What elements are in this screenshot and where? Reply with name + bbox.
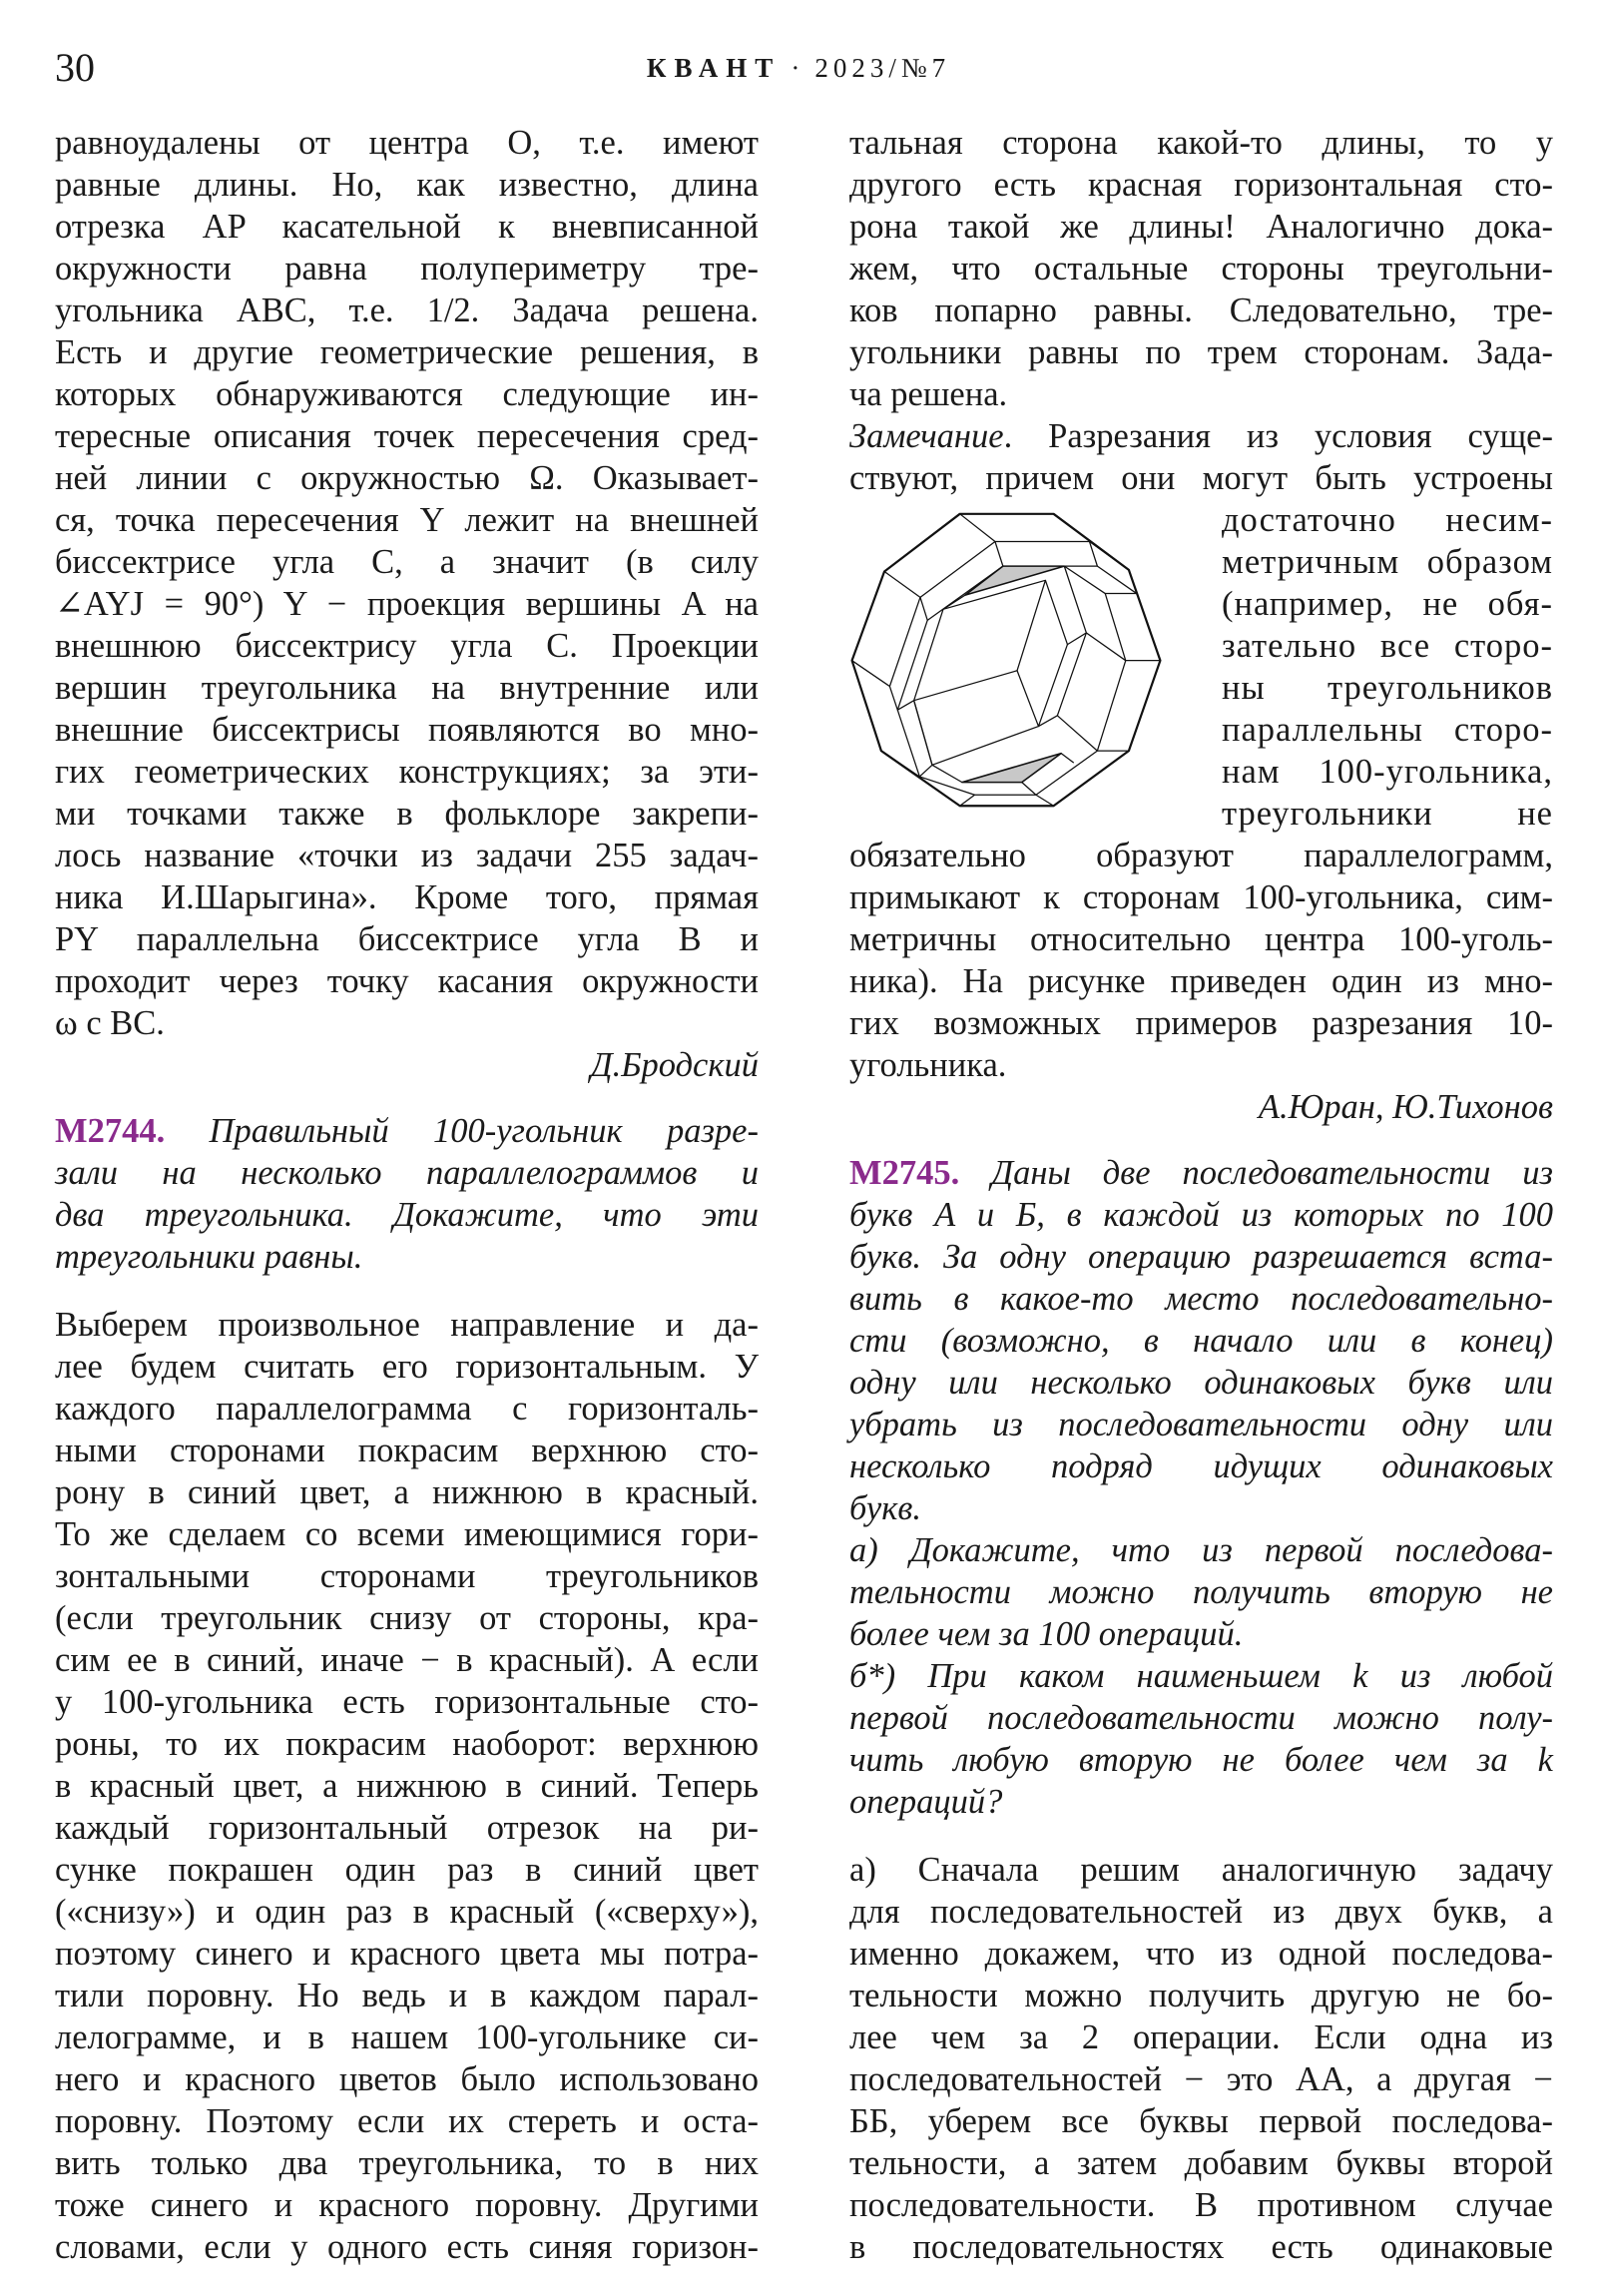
- text-line: него и красного цветов было использовано: [55, 2060, 759, 2098]
- problem-number: М2745.: [849, 1154, 992, 1192]
- text-line: тельности можно получить другую не бо-: [849, 1977, 1553, 2014]
- problem-statement-line: [849, 1152, 1553, 1194]
- text-line: ∠AYJ = 90°) Y − проекция вершины A на: [55, 585, 759, 623]
- remark-wrapped-line: метричным образом: [1222, 543, 1553, 581]
- remark-line: примыкают к сторонам 100-угольника, сим-: [849, 878, 1553, 916]
- remark-wrapped-line: ны треугольников: [1222, 669, 1553, 707]
- problem-statement-line: [849, 1445, 1553, 1487]
- remark-wrapped-line: достаточно несим-: [1222, 501, 1553, 539]
- text-line: ся, точка пересечения Y лежит на внешней: [55, 501, 759, 539]
- text-line: для последовательностей из двух букв, а: [849, 1893, 1553, 1931]
- text-line: другого есть красная горизонтальная сто-: [849, 166, 1553, 204]
- text-line: жем, что остальные стороны треугольни-: [849, 250, 1553, 287]
- statement-text: одну или несколько одинаковых букв или: [849, 1364, 1553, 1402]
- text-line: сим ее в синий, иначе − в красный). А если: [55, 1641, 759, 1679]
- part-a-line: более чем за 100 операций.: [849, 1615, 1244, 1653]
- text-line: внешние биссектрисы появляются во мно-: [55, 711, 759, 749]
- text-line: именно докажем, что из одной последова-: [849, 1935, 1553, 1973]
- text-line: биссектрисе угла C, а значит (в силу: [55, 543, 759, 581]
- remark: [849, 415, 1553, 499]
- text-line: каждый горизонтальный отрезок на ри-: [55, 1809, 759, 1847]
- statement-text: букв. За одну операцию разрешается вста-: [849, 1238, 1553, 1276]
- remark-line: обязательно образуют параллелограмм,: [849, 837, 1553, 874]
- part-b-line: первой последовательности можно полу-: [849, 1699, 1553, 1737]
- text-line: ней линии с окружностью Ω. Оказывает-: [55, 459, 759, 497]
- running-head: [0, 50, 1597, 86]
- text-line: тоже синего и красного поровну. Другими: [55, 2186, 759, 2224]
- statement-text: сти (возможно, в начало или в конец): [849, 1322, 1553, 1360]
- previous-solution-continuation: [55, 122, 759, 1044]
- problem-statement-line: [849, 1487, 1553, 1529]
- problem-statement-line: [849, 1404, 1553, 1445]
- text-line: вершин треугольника на внутренние или: [55, 669, 759, 707]
- remark-line: [849, 457, 1553, 499]
- text-line: гих геометрических конструкциях; за эти-: [55, 753, 759, 791]
- text-line: лее будем считать его горизонтальным. У: [55, 1348, 759, 1386]
- text-line: рону в синий цвет, а нижнюю в красный.: [55, 1473, 759, 1511]
- part-a-line: а) Докажите, что из первой последова-: [849, 1531, 1553, 1569]
- text-line: отрезка AP касательной к вневписанной: [55, 208, 759, 246]
- text-line: лось название «точки из задачи 255 задач-: [55, 837, 759, 874]
- problem-m2744: [55, 1110, 759, 1278]
- text-line: поровну. Поэтому если их стереть и оста-: [55, 2102, 759, 2140]
- problem-statement-line: [849, 1362, 1553, 1404]
- solution-m2744: [55, 1304, 759, 2268]
- statement-text: букв А и Б, в каждой из которых по 100: [849, 1196, 1553, 1234]
- text-line: ω с BC.: [55, 1004, 165, 1042]
- text-line: То же сделаем со всеми имеющимися гори-: [55, 1515, 759, 1553]
- remark-after-figure: [849, 835, 1553, 1086]
- remark-text: . Разрезания из условия суще-: [1003, 417, 1553, 455]
- text-line: угольники равны по трем сторонам. Зада-: [849, 333, 1553, 371]
- text-line: которых обнаруживаются следующие ин-: [55, 375, 759, 413]
- part-b: [849, 1655, 1553, 1823]
- text-line: зонтальными сторонами треугольников: [55, 1557, 759, 1595]
- remark-wrapped-line: треугольники не: [1222, 795, 1553, 833]
- text-line: вить только два треугольника, то в них: [55, 2144, 759, 2182]
- text-line: последовательности. В противном случае: [849, 2186, 1553, 2224]
- remark-line: гих возможных примеров разрезания 10-: [849, 1004, 1553, 1042]
- remark-wrapped-line: зательно все сторо-: [1222, 627, 1553, 665]
- text-line: ББ, уберем все буквы первой последова-: [849, 2102, 1553, 2140]
- problem-statement-line: [55, 1110, 759, 1152]
- right-column: [849, 122, 1553, 2268]
- problem-statement-line: [849, 1194, 1553, 1236]
- problem-m2745: [849, 1152, 1553, 1823]
- remark-wrapped-line: параллельны сторо-: [1222, 711, 1553, 749]
- text-line: тальная сторона какой-то длины, то у: [849, 124, 1553, 162]
- text-line: ми точками также в фольклоре закрепи-: [55, 795, 759, 833]
- author-signature: Д.Бродский: [590, 1046, 759, 1084]
- problem-statement-line: [849, 1278, 1553, 1320]
- remark-text: ствуют, причем они могут быть устроены: [849, 459, 1553, 497]
- statement-text: несколько подряд идущих одинаковых: [849, 1447, 1553, 1485]
- text-line: в красный цвет, а нижнюю в синий. Теперь: [55, 1767, 759, 1805]
- problem-statement-line: [55, 1152, 759, 1194]
- statement-text: два треугольника. Докажите, что эти: [55, 1196, 759, 1234]
- text-line: равные длины. Но, как известно, длина: [55, 166, 759, 204]
- text-line: последовательностей − это АА, а другая −: [849, 2060, 1553, 2098]
- text-line: роны, то их покрасим наоборот: верхнюю: [55, 1725, 759, 1763]
- text-line: лее чем за 2 операции. Если одна из: [849, 2018, 1553, 2056]
- remark-line: [849, 415, 1553, 457]
- problem-number: М2744.: [55, 1112, 210, 1150]
- statement-text: треугольники равны.: [55, 1238, 363, 1276]
- problem-statement-line: [55, 1236, 759, 1278]
- text-line: у 100-угольника есть горизонтальные сто-: [55, 1683, 759, 1721]
- text-line: (если треугольник снизу от стороны, кра-: [55, 1599, 759, 1637]
- problem-statement-line: [849, 1236, 1553, 1278]
- text-line: ков попарно равны. Следовательно, тре-: [849, 291, 1553, 329]
- remark-line: метричны относительно центра 100-уголь-: [849, 920, 1553, 958]
- text-line: ными сторонами покрасим верхнюю сто-: [55, 1432, 759, 1469]
- remark-wrapped-line: (например, не обя-: [1222, 585, 1553, 623]
- statement-text: зали на несколько параллелограммов и: [55, 1154, 759, 1192]
- text-line: словами, если у одного есть синяя горизон-: [55, 2228, 759, 2266]
- statement-text: убрать из последовательности одну или: [849, 1406, 1553, 1443]
- remark-line: угольника.: [849, 1046, 1007, 1084]
- text-line: лелограмме, и в нашем 100-угольнике си-: [55, 2018, 759, 2056]
- part-a: [849, 1529, 1553, 1655]
- remark-label: Замечание: [849, 417, 1004, 455]
- text-line: («снизу») и один раз в красный («сверху»),: [55, 1893, 759, 1931]
- statement-text: букв.: [849, 1489, 921, 1527]
- text-line: ча решена.: [849, 375, 1008, 413]
- remark-wrapped-line: нам 100-угольника,: [1222, 753, 1553, 791]
- page-number: 30: [55, 45, 95, 90]
- text-line: сунке покрашен один раз в синий цвет: [55, 1851, 759, 1889]
- text-line: окружности равна полупериметру тре-: [55, 250, 759, 287]
- author-signature: А.Юран, Ю.Тихонов: [1258, 1088, 1553, 1126]
- journal-title: КВАНТ: [646, 53, 782, 83]
- text-line: PY параллельна биссектрисе угла B и: [55, 920, 759, 958]
- text-line: поэтому синего и красного цвета мы потра-: [55, 1935, 759, 1973]
- decagon-dissection-figure: [841, 499, 1171, 811]
- text-line: тельности, а затем добавим буквы второй: [849, 2144, 1553, 2182]
- remark-wrapped-text: [1222, 499, 1553, 835]
- text-line: угольника ABC, т.е. 1/2. Задача решена.: [55, 291, 759, 329]
- part-b-line: чить любую вторую не более чем за k: [849, 1741, 1553, 1779]
- part-a-line: тельности можно получить вторую не: [849, 1573, 1553, 1611]
- text-line: Выберем произвольное направление и да-: [55, 1306, 759, 1344]
- text-line: Есть и другие геометрические решения, в: [55, 333, 759, 371]
- running-head-separator: ·: [791, 53, 805, 83]
- text-line: тересные описания точек пересечения сред-: [55, 417, 759, 455]
- problem-statement-line: [849, 1320, 1553, 1362]
- left-column: [55, 122, 759, 2268]
- problem-statement-line: [55, 1194, 759, 1236]
- text-line: в последовательностях есть одинаковые: [849, 2228, 1553, 2266]
- part-b-line: операций?: [849, 1783, 1003, 1821]
- text-line: каждого параллелограмма с горизонталь-: [55, 1390, 759, 1428]
- text-line: равноудалены от центра O, т.е. имеют: [55, 124, 759, 162]
- text-line: а) Сначала решим аналогичную задачу: [849, 1851, 1553, 1889]
- solution-m2744-continuation: [849, 122, 1553, 415]
- text-line: ника И.Шарыгина». Кроме того, прямая: [55, 878, 759, 916]
- text-line: внешнюю биссектрису угла C. Проекции: [55, 627, 759, 665]
- statement-text: Даны две последовательности из: [991, 1154, 1553, 1192]
- remark-line: ника). На рисунке приведен один из мно-: [849, 962, 1553, 1000]
- solution-m2745: [849, 1849, 1553, 2268]
- issue-number: 2023/№7: [814, 53, 951, 83]
- text-line: рона такой же длины! Аналогично дока-: [849, 208, 1553, 246]
- part-b-line: б*) При каком наименьшем k из любой: [849, 1657, 1553, 1695]
- statement-text: вить в какое-то место последовательно-: [849, 1280, 1553, 1318]
- text-line: проходит через точку касания окружности: [55, 962, 759, 1000]
- shaded-triangle-bottom: [962, 754, 1061, 783]
- statement-text: Правильный 100-угольник разре-: [209, 1112, 759, 1150]
- text-line: тили поровну. Но ведь и в каждом парал-: [55, 1977, 759, 2014]
